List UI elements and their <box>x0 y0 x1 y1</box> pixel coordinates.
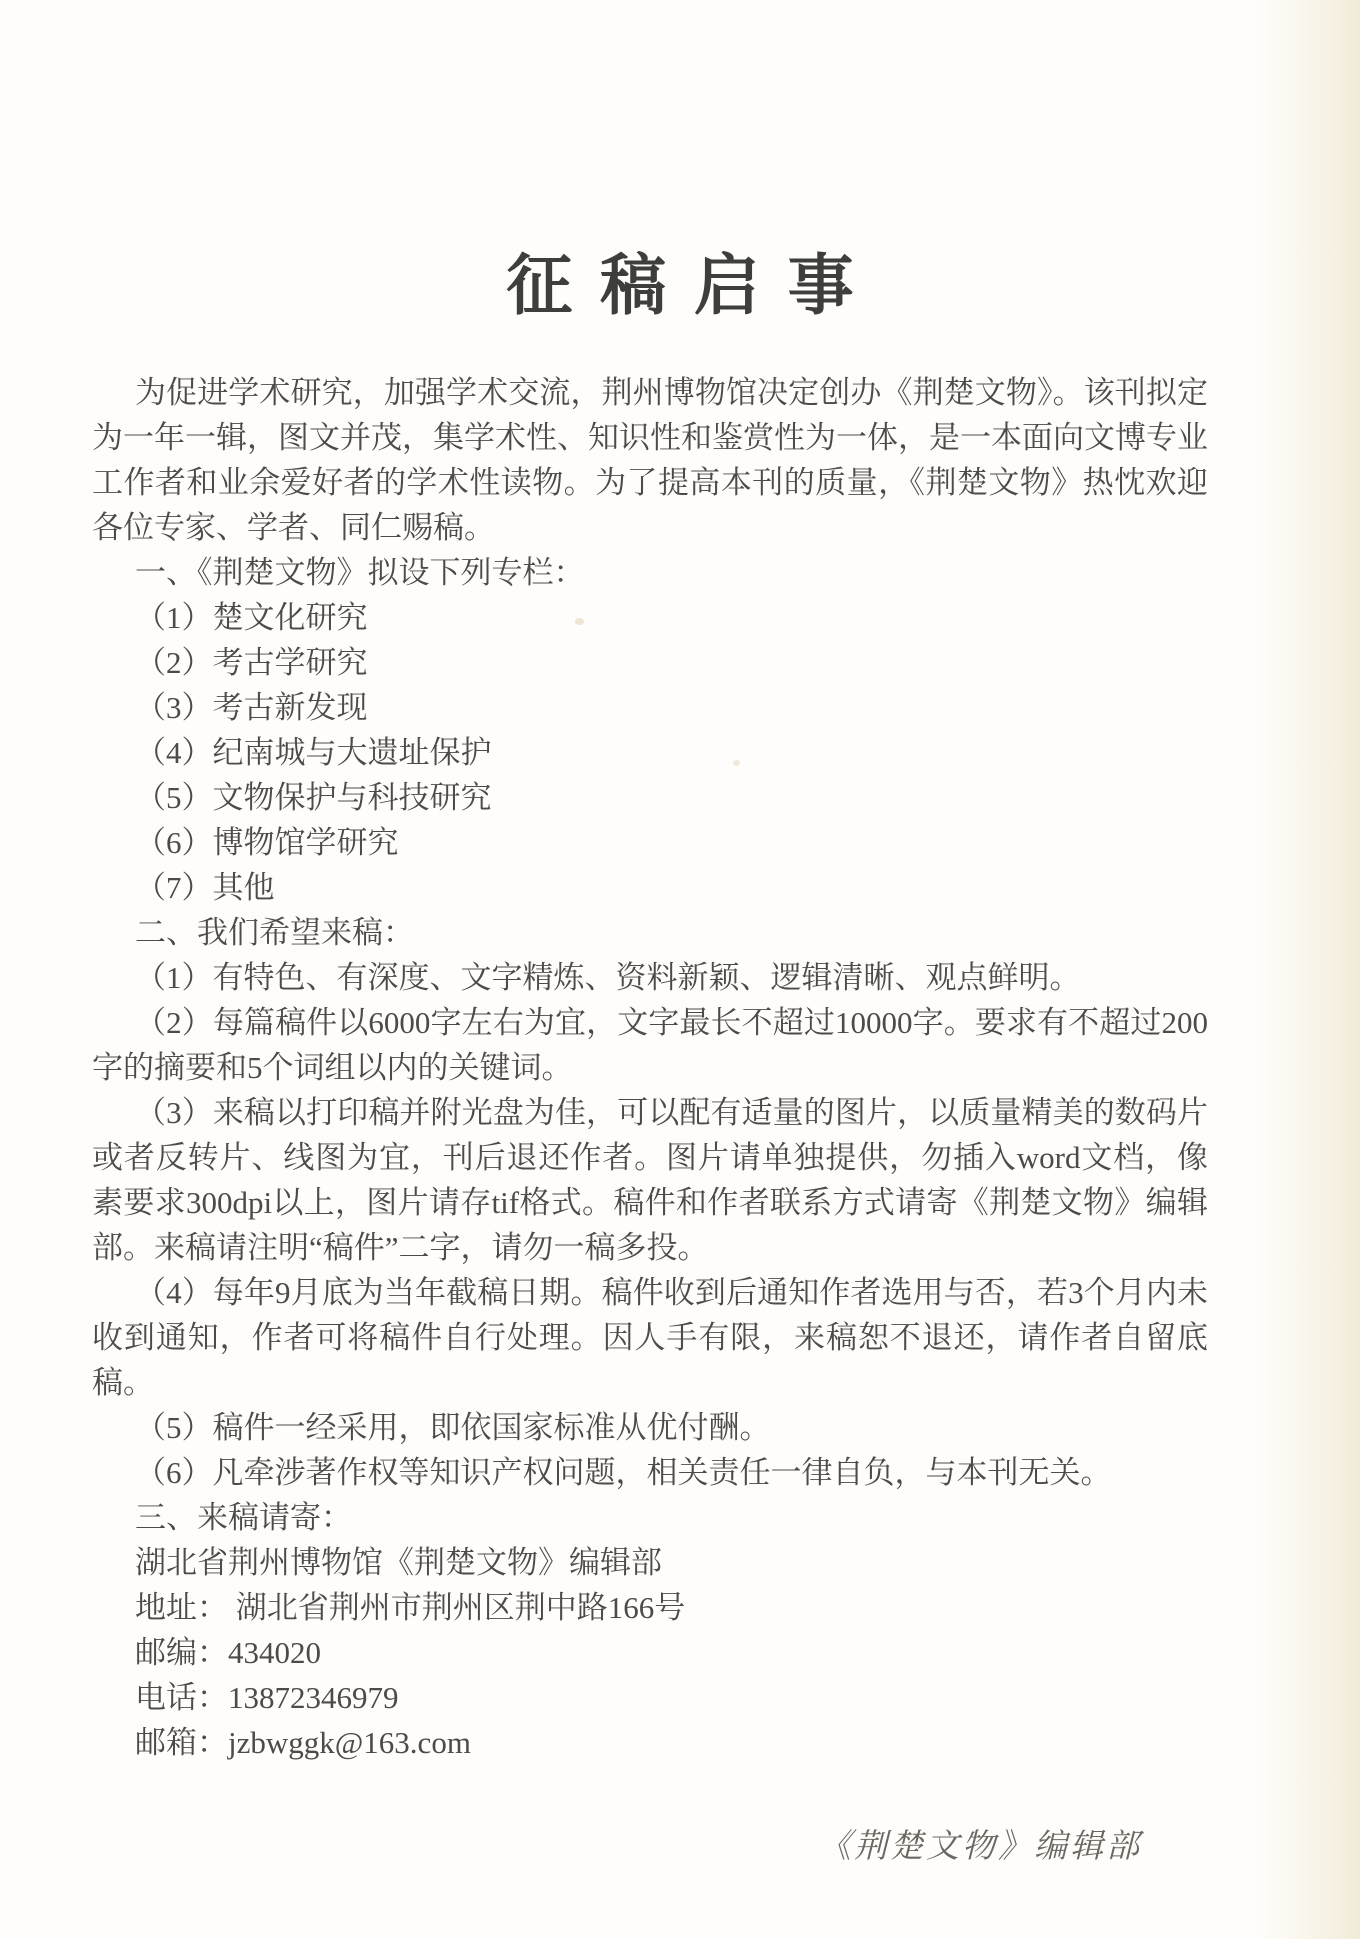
section2-item: （4）每年9月底为当年截稿日期。稿件收到后通知作者选用与否，若3个月内未收到通知，作者可将稿件自行处理。因人手有限，来稿恕不退还，请作者自留底稿。 <box>92 1275 1208 1400</box>
section1-item: （1）楚文化研究 <box>135 600 368 635</box>
mailing-address-line: 湖北省荆州博物馆《荆楚文物》编辑部 <box>135 1545 662 1580</box>
section1-item: （3）考古新发现 <box>135 690 368 725</box>
section2-item: （2）每篇稿件以6000字左右为宜，文字最长不超过10000字。要求有不超过200字的摘要和5个词组以内的关键词。 <box>92 1005 1208 1085</box>
section1-item: （7）其他 <box>135 870 275 905</box>
postcode-line: 邮编：434020 <box>135 1635 321 1670</box>
document-body <box>92 370 1208 1765</box>
section1-item: （2）考古学研究 <box>135 645 368 680</box>
address-line: 地址： 湖北省荆州市荆州区荆中路166号 <box>135 1590 686 1625</box>
section2-item: （6）凡牵涉著作权等知识产权问题，相关责任一律自负，与本刊无关。 <box>135 1455 1112 1490</box>
section2-item: （5）稿件一经采用，即依国家标准从优付酬。 <box>135 1410 771 1445</box>
section2-item: （3）来稿以打印稿并附光盘为佳，可以配有适量的图片，以质量精美的数码片或者反转片、线图为宜，刊后退还作者。图片请单独提供，勿插入word文档，像素要求300dpi以上，图片请存tif格式。稿件和作者联系方式请寄《荆楚文物》编辑部。来稿请注明“稿件”二字，请勿一稿多投。 <box>92 1095 1208 1265</box>
editorial-signature: 《荆楚文物》编辑部 <box>818 1826 1142 1865</box>
phone-line: 电话：13872346979 <box>135 1680 399 1715</box>
section1-item: （6）博物馆学研究 <box>135 825 399 860</box>
section1-item: （4）纪南城与大遗址保护 <box>135 735 492 770</box>
section1-item: （5）文物保护与科技研究 <box>135 780 492 815</box>
email-line: 邮箱：jzbwggk@163.com <box>135 1725 471 1760</box>
section3-heading: 三、来稿请寄： <box>135 1500 352 1535</box>
page-title: 征稿启事 <box>506 250 882 323</box>
section2-heading: 二、我们希望来稿： <box>135 915 414 950</box>
section1-heading: 一、《荆楚文物》拟设下列专栏： <box>135 555 585 590</box>
section2-item: （1）有特色、有深度、文字精炼、资料新颖、逻辑清晰、观点鲜明。 <box>135 960 1081 995</box>
intro-paragraph: 为促进学术研究，加强学术交流，荆州博物馆决定创办《荆楚文物》。该刊拟定为一年一辑，图文并茂，集学术性、知识性和鉴赏性为一体，是一本面向文博专业工作者和业余爱好者的学术性读物。为了提高本刊的质量，《荆楚文物》热忱欢迎各位专家、学者、同仁赐稿。 <box>92 375 1208 545</box>
